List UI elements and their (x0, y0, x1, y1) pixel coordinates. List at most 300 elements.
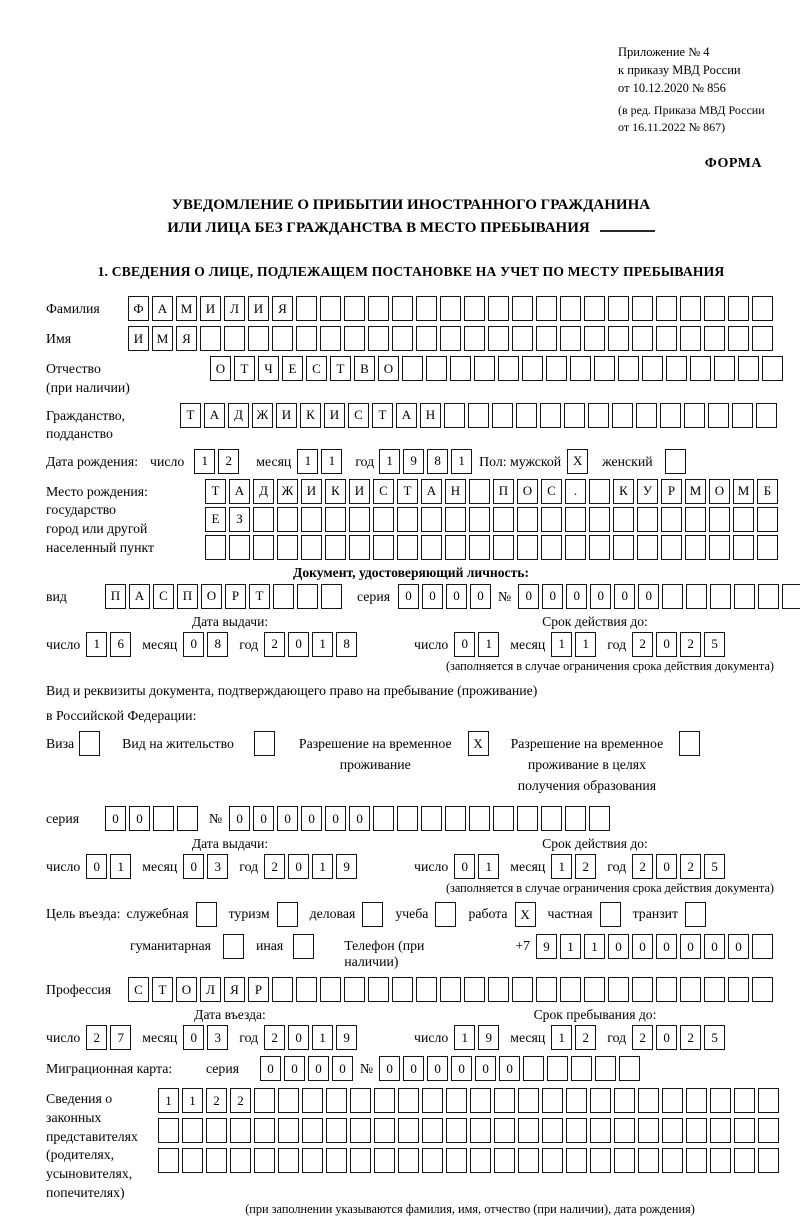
cell[interactable]: 1 (584, 934, 605, 959)
cell[interactable]: Т (372, 403, 393, 428)
cell[interactable] (710, 584, 731, 609)
cell[interactable] (254, 1118, 275, 1143)
cell[interactable] (445, 535, 466, 560)
cell[interactable] (206, 1118, 227, 1143)
cell[interactable]: Д (253, 479, 274, 504)
purpose-other-checkbox[interactable] (293, 934, 314, 959)
cell[interactable]: О (210, 356, 231, 381)
cell[interactable]: 1 (312, 854, 333, 879)
cell[interactable]: 2 (632, 632, 653, 657)
cell[interactable] (278, 1118, 299, 1143)
cell[interactable] (421, 535, 442, 560)
cell[interactable]: 5 (704, 632, 725, 657)
cell[interactable]: 1 (158, 1088, 179, 1113)
cell[interactable]: 0 (728, 934, 749, 959)
cell[interactable] (278, 1088, 299, 1113)
cell[interactable]: Т (397, 479, 418, 504)
cell[interactable] (541, 806, 562, 831)
cell[interactable] (302, 1088, 323, 1113)
cell[interactable]: С (348, 403, 369, 428)
cell[interactable] (325, 507, 346, 532)
option-temp-residence-edu-checkbox[interactable] (679, 731, 700, 756)
cell[interactable]: А (229, 479, 250, 504)
cell[interactable]: 3 (207, 1025, 228, 1050)
cell[interactable] (446, 1118, 467, 1143)
cell[interactable]: 9 (336, 854, 357, 879)
cell[interactable]: 1 (454, 1025, 475, 1050)
cell[interactable]: 1 (478, 854, 499, 879)
cell[interactable] (469, 535, 490, 560)
cell[interactable] (493, 507, 514, 532)
cell[interactable] (450, 356, 471, 381)
cell[interactable] (402, 356, 423, 381)
cell[interactable] (464, 977, 485, 1002)
option-temp-residence-checkbox[interactable]: X (468, 731, 489, 756)
cell[interactable]: Н (445, 479, 466, 504)
cell[interactable] (488, 326, 509, 351)
cell[interactable] (738, 356, 759, 381)
cell[interactable]: 0 (470, 584, 491, 609)
cell[interactable] (440, 296, 461, 321)
cell[interactable]: Е (205, 507, 226, 532)
cell[interactable]: 2 (632, 854, 653, 879)
cell[interactable]: 5 (704, 1025, 725, 1050)
cell[interactable] (272, 977, 293, 1002)
cell[interactable]: А (421, 479, 442, 504)
cell[interactable]: Р (661, 479, 682, 504)
cell[interactable]: 8 (336, 632, 357, 657)
cell[interactable] (230, 1148, 251, 1173)
cell[interactable] (656, 977, 677, 1002)
purpose-business-checkbox[interactable] (362, 902, 383, 927)
cell[interactable] (206, 1148, 227, 1173)
cell[interactable] (464, 296, 485, 321)
cell[interactable] (680, 977, 701, 1002)
cell[interactable] (704, 977, 725, 1002)
cell[interactable] (619, 1056, 640, 1081)
cell[interactable] (302, 1118, 323, 1143)
cell[interactable]: 0 (288, 1025, 309, 1050)
cell[interactable]: 0 (475, 1056, 496, 1081)
cell[interactable] (512, 326, 533, 351)
cell[interactable]: И (301, 479, 322, 504)
cell[interactable] (464, 326, 485, 351)
cell[interactable]: 2 (575, 854, 596, 879)
cell[interactable] (728, 326, 749, 351)
cell[interactable] (368, 977, 389, 1002)
cell[interactable]: 0 (632, 934, 653, 959)
cell[interactable] (661, 507, 682, 532)
cell[interactable] (374, 1148, 395, 1173)
cell[interactable] (421, 806, 442, 831)
cell[interactable]: О (517, 479, 538, 504)
cell[interactable]: 0 (590, 584, 611, 609)
cell[interactable] (638, 1118, 659, 1143)
cell[interactable] (686, 1148, 707, 1173)
cell[interactable] (517, 806, 538, 831)
cell[interactable]: 9 (336, 1025, 357, 1050)
cell[interactable] (560, 977, 581, 1002)
cell[interactable]: 8 (427, 449, 448, 474)
cell[interactable] (493, 535, 514, 560)
cell[interactable] (373, 806, 394, 831)
cell[interactable]: 1 (551, 1025, 572, 1050)
cell[interactable] (547, 1056, 568, 1081)
cell[interactable]: 0 (284, 1056, 305, 1081)
cell[interactable]: 9 (478, 1025, 499, 1050)
cell[interactable] (344, 977, 365, 1002)
cell[interactable]: Ф (128, 296, 149, 321)
cell[interactable] (254, 1148, 275, 1173)
cell[interactable]: 0 (253, 806, 274, 831)
cell[interactable] (200, 326, 221, 351)
cell[interactable]: 0 (608, 934, 629, 959)
cell[interactable]: 0 (638, 584, 659, 609)
cell[interactable]: К (300, 403, 321, 428)
cell[interactable] (546, 356, 567, 381)
cell[interactable] (397, 806, 418, 831)
cell[interactable]: К (325, 479, 346, 504)
cell[interactable] (536, 977, 557, 1002)
cell[interactable] (446, 1148, 467, 1173)
cell[interactable] (422, 1088, 443, 1113)
cell[interactable]: 0 (277, 806, 298, 831)
cell[interactable] (320, 296, 341, 321)
cell[interactable]: 0 (656, 1025, 677, 1050)
cell[interactable]: 0 (518, 584, 539, 609)
cell[interactable] (594, 356, 615, 381)
cell[interactable] (469, 806, 490, 831)
cell[interactable] (733, 535, 754, 560)
cell[interactable] (488, 296, 509, 321)
cell[interactable] (728, 977, 749, 1002)
cell[interactable] (638, 1088, 659, 1113)
cell[interactable] (522, 356, 543, 381)
cell[interactable]: Р (225, 584, 246, 609)
cell[interactable] (374, 1118, 395, 1143)
cell[interactable]: 3 (207, 854, 228, 879)
cell[interactable] (614, 1088, 635, 1113)
purpose-private-checkbox[interactable] (600, 902, 621, 927)
cell[interactable] (182, 1118, 203, 1143)
cell[interactable] (570, 356, 591, 381)
cell[interactable]: 0 (379, 1056, 400, 1081)
cell[interactable]: 0 (656, 632, 677, 657)
cell[interactable]: Л (224, 296, 245, 321)
cell[interactable] (752, 326, 773, 351)
cell[interactable]: 1 (312, 632, 333, 657)
cell[interactable]: 0 (301, 806, 322, 831)
cell[interactable]: 2 (680, 1025, 701, 1050)
cell[interactable] (153, 806, 174, 831)
cell[interactable]: З (229, 507, 250, 532)
cell[interactable] (589, 535, 610, 560)
cell[interactable] (642, 356, 663, 381)
cell[interactable]: 2 (218, 449, 239, 474)
cell[interactable] (614, 1118, 635, 1143)
cell[interactable]: О (176, 977, 197, 1002)
cell[interactable] (614, 1148, 635, 1173)
cell[interactable]: П (493, 479, 514, 504)
cell[interactable] (613, 507, 634, 532)
cell[interactable] (662, 1148, 683, 1173)
cell[interactable] (542, 1148, 563, 1173)
cell[interactable]: 6 (110, 632, 131, 657)
cell[interactable] (326, 1088, 347, 1113)
purpose-tourism-checkbox[interactable] (277, 902, 298, 927)
cell[interactable]: С (153, 584, 174, 609)
cell[interactable] (710, 1118, 731, 1143)
cell[interactable] (540, 403, 561, 428)
cell[interactable] (685, 535, 706, 560)
cell[interactable] (684, 403, 705, 428)
cell[interactable]: Л (200, 977, 221, 1002)
cell[interactable] (229, 535, 250, 560)
cell[interactable] (494, 1088, 515, 1113)
cell[interactable] (757, 535, 778, 560)
cell[interactable]: А (396, 403, 417, 428)
cell[interactable] (498, 356, 519, 381)
cell[interactable] (536, 326, 557, 351)
cell[interactable] (177, 806, 198, 831)
cell[interactable] (762, 356, 783, 381)
cell[interactable] (158, 1148, 179, 1173)
cell[interactable] (398, 1088, 419, 1113)
cell[interactable]: 0 (422, 584, 443, 609)
cell[interactable]: 2 (680, 632, 701, 657)
cell[interactable] (182, 1148, 203, 1173)
cell[interactable] (248, 326, 269, 351)
cell[interactable] (589, 479, 610, 504)
cell[interactable] (397, 507, 418, 532)
cell[interactable]: 1 (312, 1025, 333, 1050)
cell[interactable]: Я (176, 326, 197, 351)
cell[interactable]: 9 (536, 934, 557, 959)
cell[interactable] (469, 479, 490, 504)
cell[interactable]: Т (249, 584, 270, 609)
cell[interactable] (277, 535, 298, 560)
cell[interactable] (253, 535, 274, 560)
cell[interactable] (296, 296, 317, 321)
cell[interactable]: И (324, 403, 345, 428)
cell[interactable] (752, 977, 773, 1002)
cell[interactable] (686, 1118, 707, 1143)
cell[interactable] (445, 507, 466, 532)
cell[interactable] (344, 326, 365, 351)
cell[interactable]: 2 (632, 1025, 653, 1050)
cell[interactable] (584, 296, 605, 321)
cell[interactable]: П (177, 584, 198, 609)
cell[interactable]: 1 (551, 854, 572, 879)
cell[interactable] (666, 356, 687, 381)
cell[interactable] (518, 1148, 539, 1173)
cell[interactable]: И (349, 479, 370, 504)
cell[interactable] (230, 1118, 251, 1143)
cell[interactable]: 0 (454, 632, 475, 657)
cell[interactable] (565, 806, 586, 831)
cell[interactable]: 1 (194, 449, 215, 474)
cell[interactable] (302, 1148, 323, 1173)
cell[interactable] (325, 535, 346, 560)
cell[interactable]: Ж (252, 403, 273, 428)
purpose-transit-checkbox[interactable] (685, 902, 706, 927)
cell[interactable] (588, 403, 609, 428)
cell[interactable] (618, 356, 639, 381)
cell[interactable] (566, 1118, 587, 1143)
cell[interactable] (349, 507, 370, 532)
cell[interactable] (560, 296, 581, 321)
cell[interactable]: 5 (704, 854, 725, 879)
cell[interactable] (685, 507, 706, 532)
cell[interactable]: С (541, 479, 562, 504)
cell[interactable] (296, 326, 317, 351)
cell[interactable] (494, 1118, 515, 1143)
cell[interactable]: С (306, 356, 327, 381)
cell[interactable]: Т (234, 356, 255, 381)
cell[interactable] (273, 584, 294, 609)
cell[interactable] (373, 507, 394, 532)
cell[interactable]: . (565, 479, 586, 504)
cell[interactable] (444, 403, 465, 428)
cell[interactable] (517, 507, 538, 532)
cell[interactable] (709, 535, 730, 560)
cell[interactable] (704, 326, 725, 351)
cell[interactable]: Т (180, 403, 201, 428)
cell[interactable]: А (204, 403, 225, 428)
cell[interactable]: М (176, 296, 197, 321)
cell[interactable] (595, 1056, 616, 1081)
cell[interactable] (734, 1088, 755, 1113)
option-residence-permit-checkbox[interactable] (254, 731, 275, 756)
cell[interactable] (536, 296, 557, 321)
cell[interactable] (662, 584, 683, 609)
cell[interactable]: Д (228, 403, 249, 428)
cell[interactable]: Ж (277, 479, 298, 504)
cell[interactable] (320, 326, 341, 351)
cell[interactable]: 0 (308, 1056, 329, 1081)
cell[interactable] (758, 1148, 779, 1173)
cell[interactable] (608, 326, 629, 351)
cell[interactable]: А (129, 584, 150, 609)
cell[interactable] (350, 1118, 371, 1143)
cell[interactable] (422, 1118, 443, 1143)
cell[interactable] (272, 326, 293, 351)
cell[interactable]: 0 (229, 806, 250, 831)
gender-male-checkbox[interactable]: X (567, 449, 588, 474)
cell[interactable]: Р (248, 977, 269, 1002)
cell[interactable] (564, 403, 585, 428)
cell[interactable] (392, 977, 413, 1002)
cell[interactable] (590, 1118, 611, 1143)
cell[interactable]: Т (152, 977, 173, 1002)
cell[interactable] (613, 535, 634, 560)
cell[interactable]: 0 (704, 934, 725, 959)
cell[interactable]: 0 (398, 584, 419, 609)
cell[interactable] (512, 977, 533, 1002)
cell[interactable]: 2 (575, 1025, 596, 1050)
cell[interactable] (632, 326, 653, 351)
cell[interactable] (493, 806, 514, 831)
cell[interactable] (523, 1056, 544, 1081)
cell[interactable] (571, 1056, 592, 1081)
cell[interactable]: 9 (403, 449, 424, 474)
cell[interactable]: Т (205, 479, 226, 504)
cell[interactable] (205, 535, 226, 560)
cell[interactable]: 1 (560, 934, 581, 959)
cell[interactable]: У (637, 479, 658, 504)
cell[interactable] (422, 1148, 443, 1173)
option-visa-checkbox[interactable] (79, 731, 100, 756)
cell[interactable] (224, 326, 245, 351)
cell[interactable] (349, 535, 370, 560)
cell[interactable]: 0 (451, 1056, 472, 1081)
cell[interactable] (589, 507, 610, 532)
cell[interactable] (368, 296, 389, 321)
cell[interactable] (470, 1118, 491, 1143)
gender-female-checkbox[interactable] (665, 449, 686, 474)
cell[interactable]: П (105, 584, 126, 609)
cell[interactable]: 0 (105, 806, 126, 831)
cell[interactable] (512, 296, 533, 321)
cell[interactable]: 0 (288, 632, 309, 657)
cell[interactable]: А (152, 296, 173, 321)
cell[interactable] (560, 326, 581, 351)
cell[interactable] (301, 535, 322, 560)
cell[interactable] (589, 806, 610, 831)
cell[interactable] (278, 1148, 299, 1173)
cell[interactable]: М (685, 479, 706, 504)
cell[interactable]: 0 (454, 854, 475, 879)
cell[interactable] (608, 977, 629, 1002)
cell[interactable] (416, 977, 437, 1002)
cell[interactable] (518, 1088, 539, 1113)
cell[interactable]: 0 (183, 632, 204, 657)
cell[interactable] (440, 977, 461, 1002)
cell[interactable]: Я (224, 977, 245, 1002)
cell[interactable] (440, 326, 461, 351)
cell[interactable]: 1 (451, 449, 472, 474)
cell[interactable] (158, 1118, 179, 1143)
cell[interactable] (757, 507, 778, 532)
cell[interactable] (660, 403, 681, 428)
cell[interactable] (446, 1088, 467, 1113)
cell[interactable] (277, 507, 298, 532)
cell[interactable] (632, 977, 653, 1002)
cell[interactable] (566, 1148, 587, 1173)
cell[interactable] (758, 584, 779, 609)
purpose-work-checkbox[interactable]: X (515, 902, 536, 927)
cell[interactable]: 0 (403, 1056, 424, 1081)
cell[interactable] (373, 535, 394, 560)
cell[interactable] (710, 1088, 731, 1113)
cell[interactable] (612, 403, 633, 428)
cell[interactable] (662, 1118, 683, 1143)
cell[interactable] (704, 296, 725, 321)
cell[interactable] (368, 326, 389, 351)
cell[interactable]: 0 (566, 584, 587, 609)
cell[interactable] (474, 356, 495, 381)
cell[interactable]: 0 (656, 854, 677, 879)
cell[interactable]: 0 (325, 806, 346, 831)
cell[interactable]: 0 (499, 1056, 520, 1081)
cell[interactable]: 0 (349, 806, 370, 831)
cell[interactable] (518, 1118, 539, 1143)
cell[interactable]: 2 (264, 854, 285, 879)
cell[interactable] (590, 1088, 611, 1113)
cell[interactable] (344, 296, 365, 321)
cell[interactable]: О (378, 356, 399, 381)
cell[interactable] (392, 326, 413, 351)
